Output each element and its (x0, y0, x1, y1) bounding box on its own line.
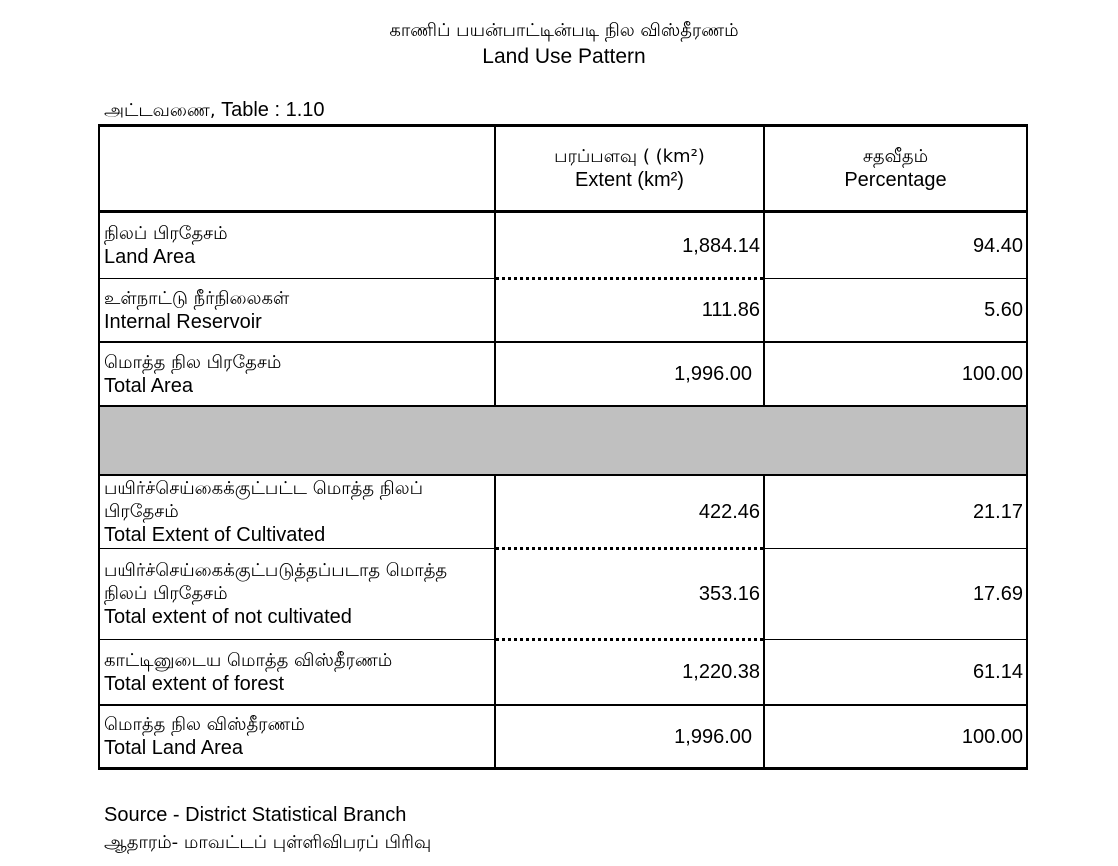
row-label-english: Land Area (104, 246, 196, 268)
row-percent-value: 100.00 (961, 725, 1023, 748)
border-bottom (98, 767, 1028, 770)
header-percentage (765, 127, 1026, 210)
row-percent-value: 61.14 (972, 661, 1023, 683)
row-label-english: Total extent of not cultivated (104, 606, 352, 628)
table-row-label (104, 549, 489, 639)
land-use-table (98, 124, 1028, 770)
table-row-label (104, 476, 489, 548)
header-extent-tamil: பரப்பளவு ( (km²) (554, 146, 705, 167)
row-label-tamil: மொத்த நில பிரதேசம் (104, 351, 282, 373)
row-extent-value: 1,884.14 (682, 234, 760, 257)
header-extent-english: Extent (km²) (575, 169, 684, 191)
table-row-label (104, 279, 489, 341)
grey-separator-band (100, 407, 1026, 474)
row-label-tamil: பயிர்ச்செய்கைக்குட்பட்ட மொத்த நிலப் பிரதேசம் (104, 478, 424, 522)
row-label-english: Total Extent of Cultivated (104, 524, 326, 546)
row-label-tamil: நிலப் பிரதேசம் (104, 223, 228, 244)
row-label-tamil: மொத்த நில விஸ்தீரணம் (104, 714, 305, 735)
source-tamil: ஆதாரம்- மாவட்டப் புள்ளிவிபரப் பிரிவு (104, 832, 432, 853)
row-extent-value: 111.86 (701, 299, 760, 321)
row-extent-value: 422.46 (698, 501, 760, 523)
title-tamil: காணிப் பயன்பாட்டின்படி நில விஸ்தீரணம் (389, 20, 739, 41)
border-left (98, 124, 100, 770)
row-label-english: Internal Reservoir (104, 310, 262, 333)
row-label-tamil: உள்நாட்டு நீர்நிலைகள் (104, 287, 290, 309)
table-label-english: Table : 1.10 (221, 99, 325, 121)
header-extent (496, 127, 763, 210)
row-extent-value: 1,996.00 (674, 725, 752, 748)
table-label-tamil: அட்டவணை, (104, 100, 216, 121)
table-row-label (104, 706, 489, 767)
table-row-label (104, 343, 489, 405)
row-percent-value: 94.40 (972, 234, 1023, 257)
source-english: Source - District Statistical Branch (104, 804, 407, 826)
row3-line (98, 405, 1028, 407)
row-label-english: Total Land Area (104, 737, 243, 759)
row-percent-value: 100.00 (961, 363, 1023, 385)
header-percentage-tamil: சதவீதம் (862, 146, 929, 167)
border-right (1026, 124, 1028, 770)
row-extent-value: 353.16 (698, 583, 760, 605)
table-label (104, 99, 325, 123)
row-extent-value: 1,996.00 (674, 363, 752, 385)
table-row-label (104, 213, 489, 278)
row-label-english: Total extent of forest (104, 672, 285, 695)
table-row-label (104, 640, 489, 704)
row-percent-value: 21.17 (972, 501, 1023, 523)
title-english: Land Use Pattern (482, 45, 646, 68)
row-label-tamil: காட்டினுடைய மொத்த விஸ்தீரணம் (104, 649, 393, 671)
row-extent-value: 1,220.38 (682, 661, 760, 683)
row-label-english: Total Area (104, 374, 193, 397)
row-label-tamil: பயிர்ச்செய்கைக்குட்படுத்தப்படாத மொத்த நிலப் பிரதேசம் (104, 560, 448, 604)
row-percent-value: 5.60 (984, 299, 1023, 321)
row-percent-value: 17.69 (972, 583, 1023, 605)
header-percentage-english: Percentage (844, 169, 947, 191)
